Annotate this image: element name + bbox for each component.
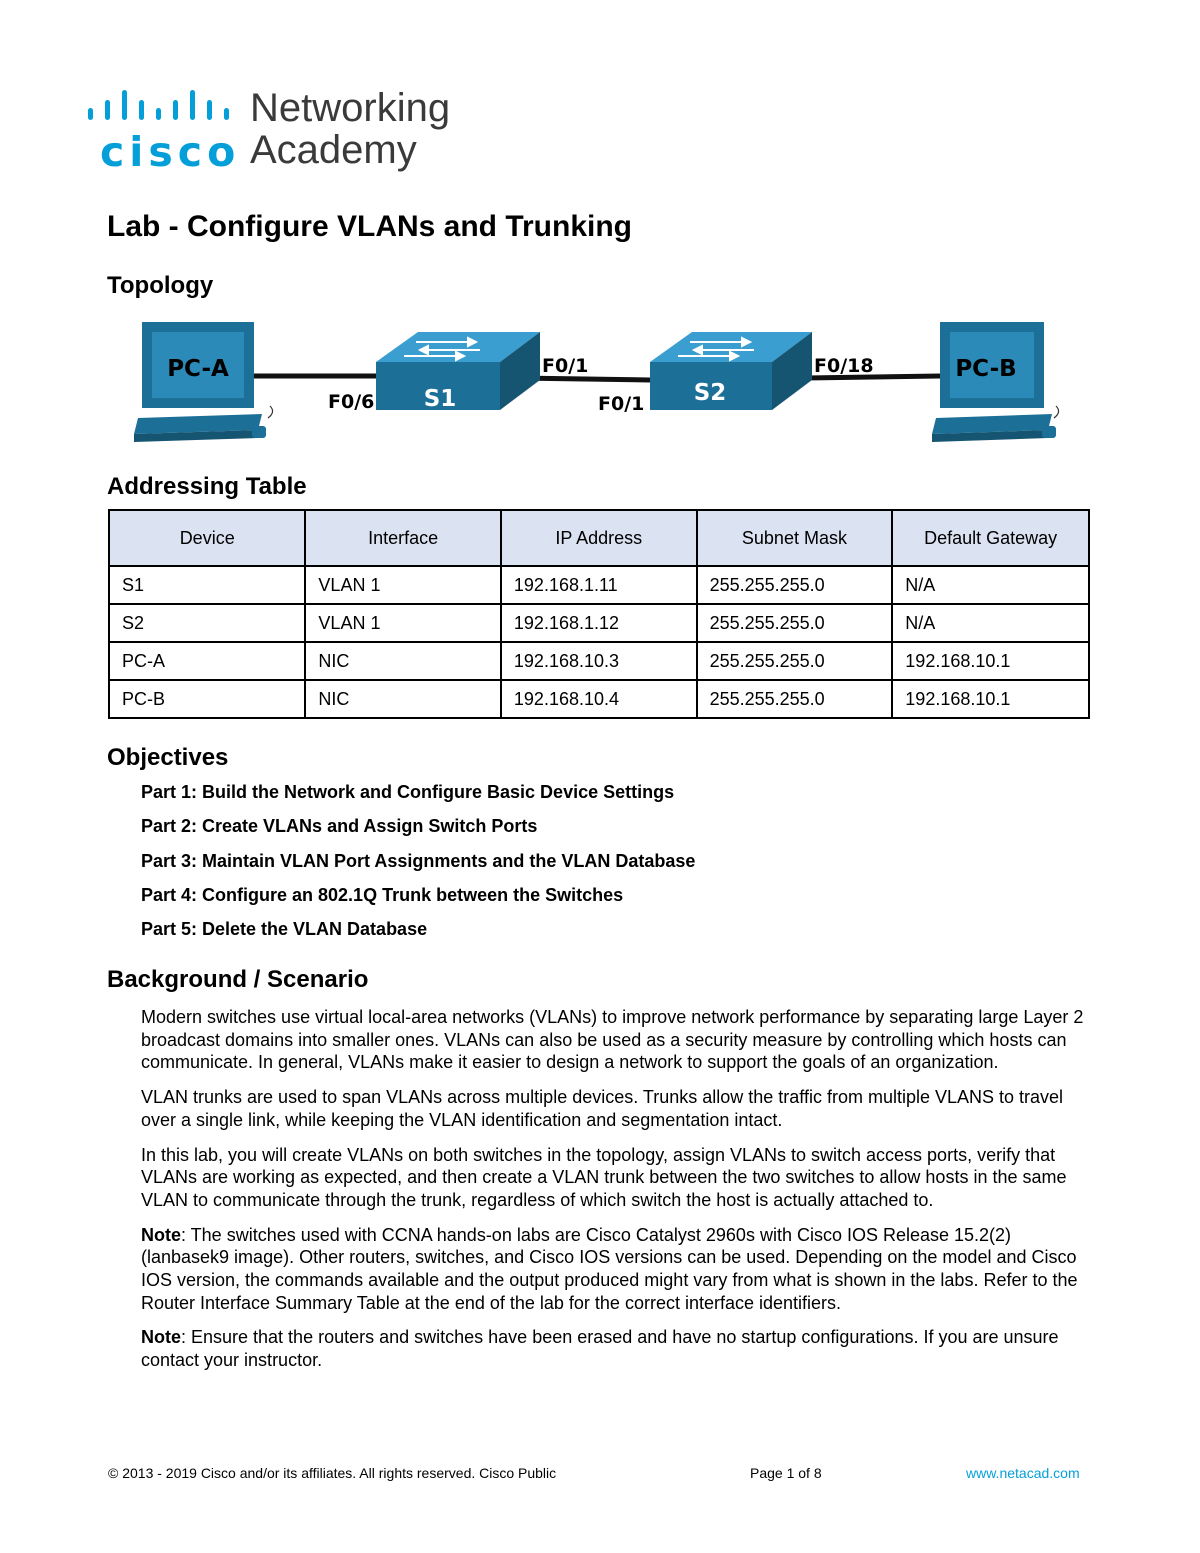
table-row bbox=[109, 604, 1089, 642]
port-label-s2-f0-1: F0/1 bbox=[598, 393, 645, 415]
switch-s1-label: S1 bbox=[423, 386, 457, 412]
objective-item: Part 1: Build the Network and Configure Basic Device Settings bbox=[141, 782, 675, 802]
table-header-cell: Device bbox=[109, 510, 305, 566]
table-row bbox=[109, 680, 1089, 718]
table-cell: 255.255.255.0 bbox=[697, 642, 893, 680]
background-paragraph: In this lab, you will create VLANs on both switches in the topology, assign VLANs to switch access ports, verify that VLANs are working as expected, and then create a VLAN trunk between the two switches to allow hosts in the same VLAN to communicate through the trunk, regardless of which switch the host is actually attached to. bbox=[141, 1144, 1067, 1210]
objectives-list bbox=[141, 782, 695, 953]
note-paragraph bbox=[141, 1224, 1101, 1315]
table-cell: N/A bbox=[892, 566, 1089, 604]
table-header-cell: IP Address bbox=[501, 510, 697, 566]
footer-copyright: © 2013 - 2019 Cisco and/or its affiliates. All rights reserved. Cisco Public bbox=[108, 1465, 557, 1481]
section-heading-topology: Topology bbox=[107, 272, 214, 299]
objective-item: Part 2: Create VLANs and Assign Switch Ports bbox=[141, 816, 538, 837]
background-paragraph: VLAN trunks are used to span VLANs across multiple devices. Trunks allow the traffic from multiple VLANS to travel over a single link, while keeping the VLAN identification and segmentation intact. bbox=[141, 1087, 1064, 1130]
table-cell: PC-A bbox=[109, 642, 305, 680]
table-cell: 192.168.10.4 bbox=[501, 680, 697, 718]
table-cell: 192.168.10.1 bbox=[892, 680, 1089, 718]
table-row bbox=[109, 642, 1089, 680]
pc-b-label: PC-B bbox=[955, 356, 1017, 382]
table-header-cell: Default Gateway bbox=[892, 510, 1089, 566]
pc-b-icon bbox=[932, 322, 1059, 442]
cisco-wordmark: cisco bbox=[100, 128, 241, 176]
pc-a-icon bbox=[134, 322, 273, 442]
table-header-cell: Interface bbox=[305, 510, 500, 566]
table-cell: PC-B bbox=[109, 680, 305, 718]
table-cell: 255.255.255.0 bbox=[697, 604, 893, 642]
note-label: Note bbox=[141, 1224, 181, 1245]
table-cell: NIC bbox=[305, 680, 500, 718]
background-paragraph: Modern switches use virtual local-area networks (VLANs) to improve network performance by separating large Layer 2 broadcast domains into smaller ones. VLANs can also be used as a security measure by controlling which hosts can communicate. In general, VLANs make it easier to design a network to support the goals of an organization. bbox=[141, 1007, 1084, 1073]
objective-item: Part 5: Delete the VLAN Database bbox=[141, 919, 428, 940]
footer-page-number: Page 1 of 8 bbox=[750, 1465, 822, 1481]
port-label-f0-6: F0/6 bbox=[328, 391, 375, 413]
table-cell: 255.255.255.0 bbox=[697, 566, 893, 604]
table-cell: NIC bbox=[305, 642, 500, 680]
table-cell: VLAN 1 bbox=[305, 604, 500, 642]
switch-s2-icon bbox=[650, 332, 812, 410]
section-heading-background: Background / Scenario bbox=[107, 966, 369, 993]
objective-item: Part 3: Maintain VLAN Port Assignments and the VLAN Database bbox=[141, 850, 696, 871]
cisco-bars-icon bbox=[86, 88, 246, 128]
table-header-row bbox=[109, 510, 1089, 566]
note-text: : Ensure that the routers and switches have been erased and have no startup configurations. If you are unsure contact your instructor. bbox=[141, 1327, 1059, 1371]
logo-line-networking: Networking bbox=[250, 86, 451, 130]
table-cell: 192.168.1.11 bbox=[501, 566, 697, 604]
table-row bbox=[109, 566, 1089, 604]
note-paragraph bbox=[141, 1326, 1101, 1371]
table-cell: S2 bbox=[109, 604, 305, 642]
page-title: Lab - Configure VLANs and Trunking bbox=[107, 210, 632, 243]
port-label-f0-18: F0/18 bbox=[814, 355, 874, 377]
objective-item: Part 4: Configure an 802.1Q Trunk between the Switches bbox=[141, 884, 624, 905]
table-cell: 192.168.10.1 bbox=[892, 642, 1089, 680]
table-cell: N/A bbox=[892, 604, 1089, 642]
note-label: Note bbox=[141, 1327, 181, 1348]
section-heading-addressing-table: Addressing Table bbox=[107, 473, 307, 500]
background-body bbox=[141, 1006, 1101, 1384]
switch-s2-label: S2 bbox=[693, 380, 727, 406]
table-cell: 255.255.255.0 bbox=[697, 680, 893, 718]
pc-a-label: PC-A bbox=[167, 356, 229, 382]
table-cell: VLAN 1 bbox=[305, 566, 500, 604]
footer-url-link[interactable]: www.netacad.com bbox=[966, 1465, 1080, 1481]
section-heading-objectives: Objectives bbox=[107, 744, 229, 771]
table-cell: 192.168.1.12 bbox=[501, 604, 697, 642]
table-cell: S1 bbox=[109, 566, 305, 604]
table-cell: 192.168.10.3 bbox=[501, 642, 697, 680]
addressing-table bbox=[108, 509, 1090, 719]
topology-diagram bbox=[128, 318, 1078, 448]
logo-line-academy: Academy bbox=[250, 128, 417, 172]
switch-s1-icon bbox=[376, 332, 540, 410]
port-label-s1-f0-1: F0/1 bbox=[542, 355, 589, 377]
cisco-networking-academy-logo bbox=[86, 88, 486, 180]
table-header-cell: Subnet Mask bbox=[697, 510, 893, 566]
note-text: : The switches used with CCNA hands-on labs are Cisco Catalyst 2960s with Cisco IOS Release 15.2(2) (lanbasek9 image). Other routers, switches, and Cisco IOS versions can be used. Depending on the model and Cisco IOS version, the commands available and the output produced might vary from what is shown in the labs. Refer to the Router Interface Summary Table at the end of the lab for the correct interface identifiers. bbox=[141, 1224, 1078, 1313]
